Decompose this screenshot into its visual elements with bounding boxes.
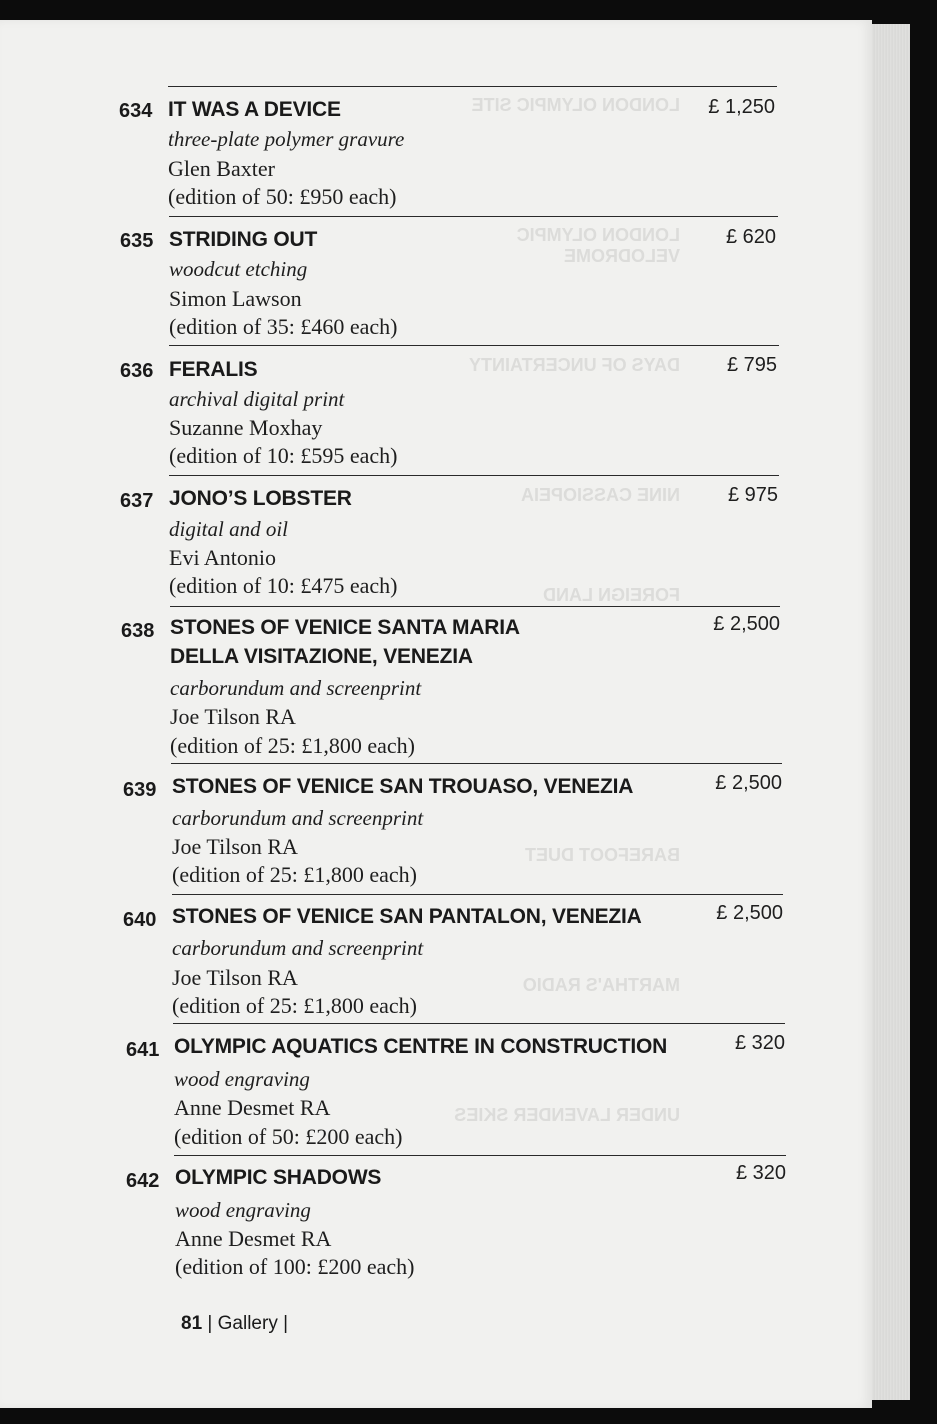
lot-number: 635 [120,230,154,252]
lot-edition: (edition of 50: £200 each) [174,1124,403,1149]
lot-price: £ 2,500 [713,613,780,635]
lot-medium: carborundum and screenprint [170,676,422,700]
lot-artist: Glen Baxter [168,156,275,181]
lot-edition: (edition of 10: £595 each) [169,443,398,468]
lot-title-line-2: DELLA VISITAZIONE, VENEZIA [170,645,473,668]
page-number: 81 [181,1313,203,1334]
entry-divider [168,86,777,87]
lot-number: 639 [123,779,157,801]
lot-number: 634 [119,100,153,122]
entry-divider [173,1023,785,1024]
entry-divider [174,1155,786,1156]
lot-title: STONES OF VENICE SAN TROUASO, VENEZIA [172,775,634,798]
show-through-text: LONDON OLYMPIC SITE [471,95,680,115]
entry-divider [169,345,779,346]
lot-number: 638 [121,620,155,642]
lot-edition: (edition of 25: £1,800 each) [172,993,417,1018]
entry-divider [172,894,783,895]
entry-divider [169,216,778,217]
lot-number: 640 [123,909,157,931]
lot-medium: digital and oil [169,517,289,541]
lot-title: OLYMPIC AQUATICS CENTRE IN CONSTRUCTION [174,1035,668,1058]
lot-medium: archival digital print [169,387,345,411]
show-through-text: UNDER LAVENDER SKIES [454,1105,680,1125]
lot-number: 637 [120,490,154,512]
lot-title: IT WAS A DEVICE [168,98,341,121]
lot-medium: wood engraving [175,1198,311,1222]
lot-number: 636 [120,360,154,382]
lot-artist: Joe Tilson RA [170,704,296,729]
lot-price: £ 620 [725,226,776,248]
section-label: | Gallery | [207,1313,289,1334]
lot-price: £ 795 [726,354,777,376]
lot-price: £ 320 [735,1162,786,1184]
show-through-text: NINE CASSIOPEIA [520,485,680,505]
lot-medium: three-plate polymer gravure [168,127,405,151]
lot-title-line-1: STONES OF VENICE SANTA MARIA [170,616,520,639]
lot-artist: Joe Tilson RA [172,965,298,990]
entry-divider [170,606,780,607]
lot-edition: (edition of 10: £475 each) [169,573,398,598]
lot-edition: (edition of 100: £200 each) [175,1254,415,1279]
lot-price: £ 320 [734,1032,785,1054]
page-footer [181,1313,288,1335]
show-through-text: FOREIGN LAND [543,585,680,605]
lot-edition: (edition of 25: £1,800 each) [170,733,415,758]
lot-edition: (edition of 50: £950 each) [168,184,397,209]
lot-price: £ 975 [727,484,778,506]
lot-title: OLYMPIC SHADOWS [175,1166,382,1189]
lot-title: STONES OF VENICE SAN PANTALON, VENEZIA [172,905,642,928]
show-through-text: BAREFOOT DUET [525,845,680,865]
lot-price: £ 2,500 [716,902,783,924]
lot-price: £ 1,250 [708,96,775,118]
lot-artist: Suzanne Moxhay [169,415,323,440]
show-through-text: LONDON OLYMPIC VELODROME [516,225,680,266]
lot-price: £ 2,500 [715,772,782,794]
lot-title: STRIDING OUT [169,228,318,251]
lot-artist: Simon Lawson [169,286,302,311]
lot-number: 641 [126,1039,160,1061]
lot-medium: wood engraving [174,1067,310,1091]
show-through-text: DAYS OF UNCERTAINTY [468,355,680,375]
lot-artist: Anne Desmet RA [174,1095,331,1120]
entry-divider [169,475,779,476]
lot-edition: (edition of 35: £460 each) [169,314,398,339]
lot-title: FERALIS [169,358,258,381]
lot-edition: (edition of 25: £1,800 each) [172,862,417,887]
lot-artist: Anne Desmet RA [175,1226,332,1251]
lot-medium: carborundum and screenprint [172,806,424,830]
lot-medium: woodcut etching [169,257,308,281]
lot-number: 642 [126,1170,160,1192]
lot-artist: Evi Antonio [169,545,276,570]
show-through-text: MARTHA'S RADIO [522,975,680,995]
page-stack-edge [872,24,910,1400]
lot-title: JONO’S LOBSTER [169,487,352,510]
entry-divider [171,763,782,764]
lot-artist: Joe Tilson RA [172,834,298,859]
lot-medium: carborundum and screenprint [172,936,424,960]
